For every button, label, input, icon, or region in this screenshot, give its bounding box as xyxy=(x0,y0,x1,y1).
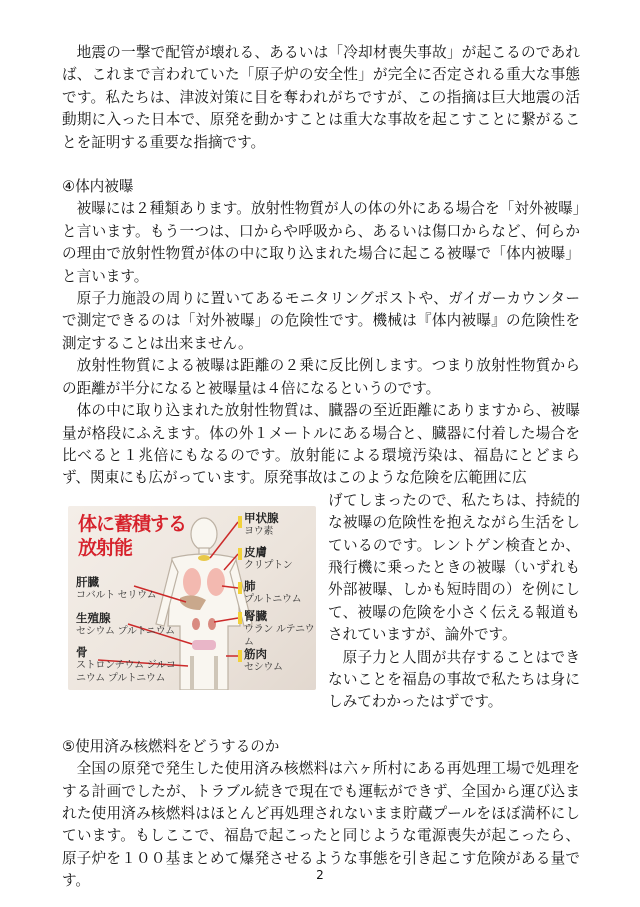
section-4-paragraph-2: 原子力施設の周りに置いてあるモニタリングポストや、ガイガーカウンターで測定できるのは「対外被曝」の危険性です。機械は『体内被曝』の危険性を測定することは出来ません。 xyxy=(62,290,580,352)
section-4-heading: ④体内被曝 xyxy=(62,178,134,196)
section-5-paragraph-1: 全国の原発で発生した使用済み核燃料は六ヶ所村にある再処理工場で処理をする計画でしたが、トラブル続きで現在でも運転ができず、全国から運び込まれた使用済み核燃料はほとんど再処理されないまま貯蔵プールをほぼ満杯にしています。もしここで、福島で起こったと同じような電源喪失が起こったら、原子炉を１００基まとめて爆発させるような事態を引き起こす危険がある量です。 xyxy=(62,760,580,890)
page-number: 2 xyxy=(316,868,324,882)
label-thyroid: 甲状腺 ヨウ素 xyxy=(244,510,279,537)
section-4-paragraph-5: 原子力と人間が共存することはできないことを福島の事故で私たちは身にしみてわかったはずです。 xyxy=(328,648,580,711)
section-4-paragraph-4-continued: げてしまったので、私たちは、持続的な被曝の危険性を抱えながら生活をしているのです。レントゲン検査とか、飛行機に乗ったときの被曝（いずれも外部被曝、しかも短時間の）を例にして、被曝の危険を小さく伝える報道もされていますが、論外です。 xyxy=(328,491,580,644)
figure-title-line-2: 放射能 xyxy=(78,536,133,559)
intro-paragraph: 地震の一撃で配管が壊れる、あるいは「冷却材喪失事故」が起こるのであれば、これまで言われていた「原子炉の安全性」が完全に否定される重大な事態です。私たちは、津波対策に目を奪われがちですが、この指摘は巨大地震の活動期に入った日本で、原発を動かすことは重大な事故を起こすことに繋がることを証明する重要な指摘です。 xyxy=(62,44,580,151)
section-4-paragraph-1: 被曝には２種類あります。放射性物質が人の体の外にある場合を「対外被曝」と言います。もう一つは、口からや呼吸から、あるいは傷口からなど、何らかの理由で放射性物質が体の中に取り込まれた場合に起こる被曝で「体内被曝」と言います。 xyxy=(62,200,580,285)
label-gonads: 生殖腺 セシウム プルトニウム xyxy=(76,610,175,637)
label-bone: 骨 ストロンチウム ジルコニウム プルトニウム xyxy=(76,644,176,684)
label-kidney: 腎臓 ウラン ルテニウム xyxy=(244,608,315,648)
document-page xyxy=(62,42,580,893)
figure-title xyxy=(78,512,196,560)
label-lung: 肺 プルトニウム xyxy=(244,578,302,605)
radioactivity-body-figure xyxy=(68,506,316,690)
section-4-paragraph-4-start: 体の中に取り込まれた放射性物質は、臓器の至近距離にありますから、被曝量が格段にふえます。体の外１メートルにある場合と、臓器に付着した場合を比べると１兆倍にもなるのです。放射能による環境汚染は、福島にとどまらず、関東にも広がっています。原発事故はこのような危険を広範囲に広 xyxy=(62,402,580,487)
paragraph-with-figure xyxy=(62,400,580,714)
label-liver: 肝臓 コバルト セリウム xyxy=(76,574,157,601)
section-4-paragraph-3: 放射性物質による被曝は距離の２乗に反比例します。つまり放射性物質からの距離が半分になると被曝量は４倍になるというのです。 xyxy=(62,357,580,397)
section-5-heading: ⑤使用済み核燃料をどうするのか xyxy=(62,737,280,755)
label-skin: 皮膚 クリプトン xyxy=(244,544,293,571)
figure-title-line-1: 体に蓄積する xyxy=(78,512,187,535)
label-muscle: 筋肉 セシウム xyxy=(244,646,283,673)
